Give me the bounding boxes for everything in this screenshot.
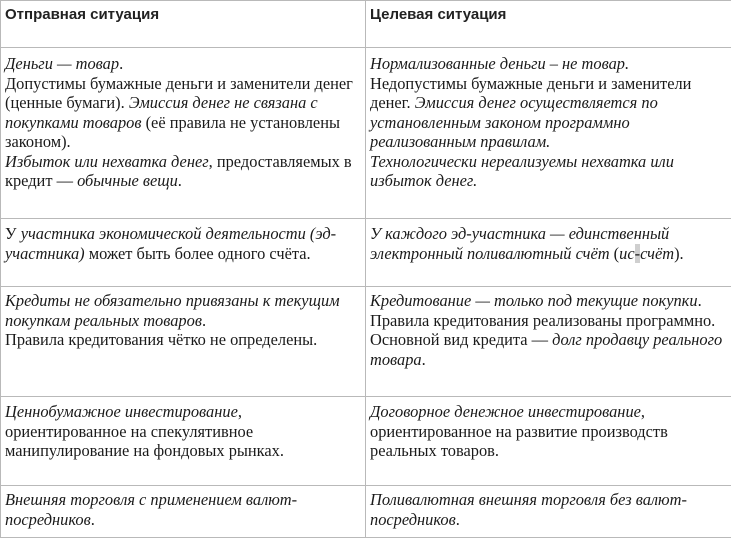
text-italic: Кредитование — только под текущие покупки [370, 291, 698, 310]
text-italic: участника экономической деятельности (эд-участника) [5, 224, 336, 263]
cell-target-accounts [366, 219, 731, 287]
text: ). [674, 244, 684, 263]
text-italic: Деньги — товар [5, 54, 119, 73]
text-highlight: - [635, 244, 640, 263]
text: . [456, 510, 460, 529]
text: . [202, 311, 206, 330]
text-italic: Нормализованные деньги – не товар. [370, 54, 629, 73]
text: У [5, 224, 21, 243]
table-row [1, 397, 731, 486]
text: Допустимы бумажные деньги и заменители денег (ценные бумаги). [5, 74, 353, 113]
text: , ориентированное на развитие производств реальных товаров. [370, 402, 668, 460]
cell-initial-accounts [1, 219, 366, 287]
text-italic: обычные вещи [77, 171, 178, 190]
cell-target-credit [366, 287, 731, 397]
text-italic: Поливалютная внешняя торговля без валют-посредников [370, 490, 687, 529]
text: (её правила не установлены законом). [5, 113, 340, 152]
text: Правила кредитования реализованы программно. Основной вид кредита — [370, 311, 715, 350]
text: . [119, 54, 123, 73]
cell-target-trade [366, 486, 731, 538]
cell-initial-credit [1, 287, 366, 397]
text-italic: Кредиты не обязательно привязаны к текущим покупкам реальных товаров [5, 291, 340, 330]
cell-initial-money [1, 48, 366, 219]
table-row [1, 48, 731, 219]
cell-initial-investment [1, 397, 366, 486]
cell-target-money [366, 48, 731, 219]
text-italic: Технологически нереализуемы нехватка или избыток денег. [370, 152, 674, 191]
text-italic: Избыток или нехватка денег [5, 152, 209, 171]
text: . [91, 510, 95, 529]
text: , предоставляемых в кредит — [5, 152, 352, 191]
text: . [698, 291, 702, 310]
header-target-situation: Целевая ситуация [366, 1, 731, 48]
text-italic: Договорное денежное инвестирование [370, 402, 641, 421]
text-italic: Ценнобумажное инвестирование [5, 402, 238, 421]
header-row [1, 1, 731, 48]
text-italic: счёт [640, 244, 674, 263]
text: . [422, 350, 426, 369]
text-italic: долг продавцу реального товара [370, 330, 722, 369]
text: . [178, 171, 182, 190]
table-row [1, 219, 731, 287]
cell-target-investment [366, 397, 731, 486]
text-italic: Эмиссия денег не связана с покупками товаров [5, 93, 318, 132]
table-row [1, 287, 731, 397]
text: Правила кредитования чётко не определены. [5, 330, 317, 349]
header-initial-situation: Отправная ситуация [1, 1, 366, 48]
text-italic: Внешняя торговля с применением валют-посредников [5, 490, 297, 529]
table-row [1, 486, 731, 538]
text: может быть более одного счёта. [85, 244, 311, 263]
text: , ориентированное на спекулятивное манипулирование на фондовых рынках. [5, 402, 284, 460]
text: Недопустимы бумажные деньги и заменители денег. [370, 74, 691, 113]
text: ( [610, 244, 620, 263]
text-italic: ис [619, 244, 634, 263]
text-italic: Эмиссия денег осуществляется по установленным законом программно реализованным правилам. [370, 93, 658, 151]
cell-initial-trade [1, 486, 366, 538]
text-italic: У каждого эд-участника — единственный электронный поливалютный счёт [370, 224, 669, 263]
